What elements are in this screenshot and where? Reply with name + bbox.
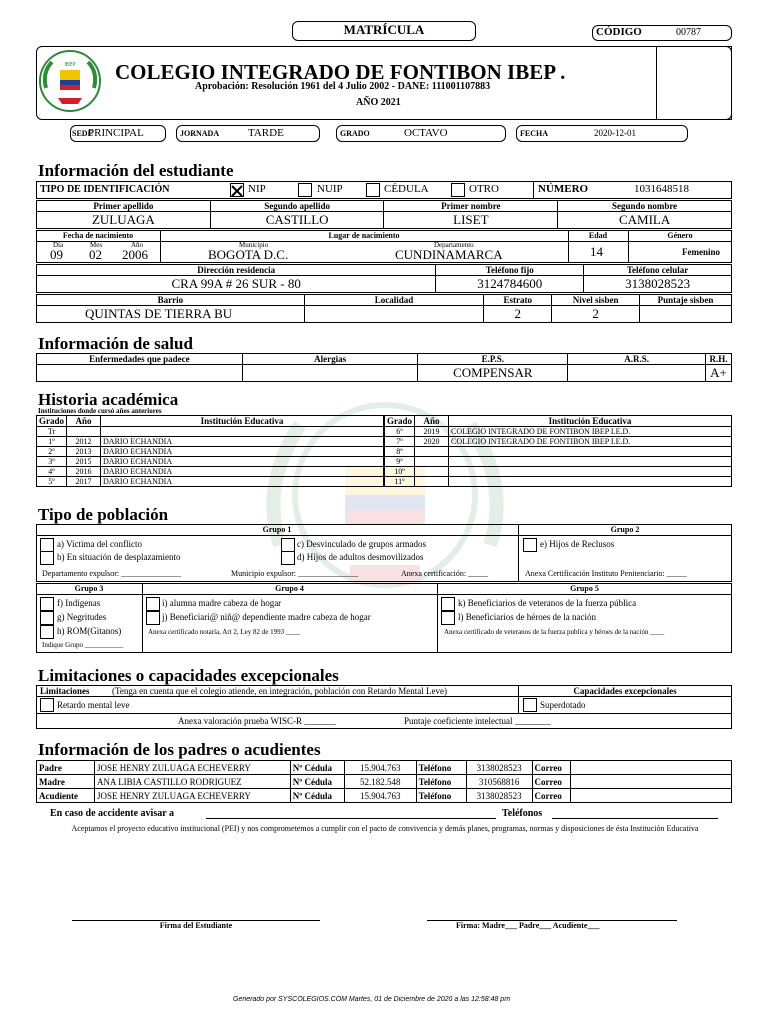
veteranos-checkbox[interactable] (441, 597, 455, 611)
desmovilizados-checkbox[interactable] (281, 551, 295, 565)
telefonos-label: Teléfonos (502, 808, 543, 819)
academic-grade-cell[interactable]: 2º (37, 447, 67, 457)
rom-checkbox[interactable] (40, 625, 54, 639)
academic-institution-cell[interactable] (101, 427, 384, 437)
rh-value[interactable]: A+ (705, 365, 731, 382)
academic-year-cell[interactable] (415, 467, 449, 477)
address-label: Dirección residencia (37, 265, 436, 276)
year-col-header: Año (415, 416, 449, 427)
academic-institution-cell[interactable]: DARIO ECHANDIA (101, 437, 384, 447)
id-type-label: TIPO DE IDENTIFICACIÓN (40, 184, 170, 195)
academic-institution-cell[interactable]: COLEGIO INTEGRADO DE FONTIBON IBEP I.E.D. (449, 437, 732, 447)
limitations-note: (Tenga en cuenta que el colegio atiende, en integración, población con Retardo Mental Leve) (112, 686, 447, 696)
telefono-label: Teléfono (416, 789, 466, 803)
phone-value[interactable]: 3124784600 (436, 276, 584, 293)
mun-expulsor[interactable]: Municipio expulsor: _______________ (231, 569, 359, 578)
parent-email[interactable] (570, 761, 732, 775)
anexa-cert[interactable]: Anexa certificación: _____ (401, 569, 489, 578)
academic-institution-cell[interactable] (449, 457, 732, 467)
grupo2-label: Grupo 2 (610, 525, 640, 534)
telefono-label: Teléfono (416, 761, 466, 775)
number-value[interactable]: 1031648518 (634, 183, 689, 195)
parent-phone[interactable]: 3138028523 (466, 761, 532, 775)
academic-section-title: Historia académica (38, 390, 179, 409)
student-section-title: Información del estudiante (38, 161, 234, 180)
first-surname-label: Primer apellido (37, 201, 211, 212)
jornada-value[interactable]: TARDE (248, 127, 284, 139)
dep-expulsor[interactable]: Departamento expulsor: _______________ (42, 569, 182, 578)
heroes-checkbox[interactable] (441, 611, 455, 625)
address-table (36, 264, 732, 293)
limitations-label: Limitaciones (40, 686, 90, 696)
second-surname-label: Segundo apellido (210, 201, 384, 212)
diseases-label: Enfermedades que padece (37, 354, 243, 365)
cedula-label: Nº Cédula (290, 789, 344, 803)
birth-date-label: Fecha de nacimiento (62, 231, 134, 240)
indigenas-label: f) Indígenas (57, 598, 101, 608)
eps-label: E.P.S. (418, 354, 568, 365)
birth-day[interactable]: 09 (50, 247, 63, 262)
doc-title: MATRÍCULA (343, 22, 425, 37)
estrato-value[interactable]: 2 (484, 306, 552, 323)
fecha-label: FECHA (520, 129, 548, 138)
fecha-value[interactable]: 2020-12-01 (594, 128, 636, 138)
academic-year-cell[interactable] (67, 427, 101, 437)
birth-year[interactable]: 2006 (122, 247, 148, 262)
genero-value[interactable]: Femenino (682, 247, 720, 257)
academic-grade-cell[interactable]: 11º (385, 477, 415, 487)
grade-col-header: Grado (385, 416, 415, 427)
nuip-checkbox[interactable] (298, 183, 312, 197)
academic-grade-cell[interactable]: 9º (385, 457, 415, 467)
cedula-label: Nº Cédula (290, 761, 344, 775)
academic-grade-cell[interactable]: 6º (385, 427, 415, 437)
academic-year-cell[interactable]: 2012 (67, 437, 101, 447)
academic-row (37, 437, 384, 447)
anexa-notaria[interactable]: Anexa certificado notaría, Art 2, Ley 82 de 1993 ____ (148, 628, 300, 636)
otro-label: OTRO (469, 183, 499, 195)
ci-field[interactable]: Puntaje coeficiente intelectual ________ (404, 716, 551, 726)
first-surname[interactable]: ZULUAGA (37, 212, 211, 229)
health-table (36, 353, 732, 382)
academic-grade-cell[interactable]: 7º (385, 437, 415, 447)
parent-email[interactable] (570, 789, 732, 803)
heroes-label: l) Beneficiarios de héroes de la nación (458, 612, 596, 622)
grupo3-label: Grupo 3 (74, 584, 104, 593)
puntaje-value[interactable] (640, 306, 732, 323)
jornada-label: JORNADA (180, 129, 220, 138)
beneficiario-checkbox[interactable] (146, 611, 160, 625)
academic-year-cell[interactable]: 2013 (67, 447, 101, 457)
barrio-table (36, 294, 732, 323)
school-logo (38, 48, 102, 114)
victima-checkbox[interactable] (40, 538, 54, 552)
student-signature-label: Firma del Estudiante (159, 921, 233, 930)
month-label: Mes (90, 241, 103, 249)
municipio-value[interactable]: BOGOTA D.C. (208, 247, 289, 262)
population-section-title: Tipo de población (38, 505, 169, 524)
sisben-label: Nivel sisben (552, 295, 640, 306)
nip-label: NIP (248, 183, 266, 195)
limitations-section-title: Limitaciones o capacidades excepcionales (38, 666, 339, 685)
academic-left-table (36, 415, 384, 487)
ars-label: A.R.S. (568, 354, 706, 365)
cell-value[interactable]: 3138028523 (584, 276, 732, 293)
parents-table (36, 760, 732, 803)
divider (36, 696, 732, 697)
parent-role: Padre (37, 761, 95, 775)
academic-grade-cell[interactable]: 1º (37, 437, 67, 447)
parent-row (37, 775, 732, 789)
municipio-label: Municipio (239, 241, 269, 249)
cell-label: Teléfono celular (584, 265, 732, 276)
parent-row (37, 761, 732, 775)
parent-phone[interactable]: 310568816 (466, 775, 532, 789)
academic-row (385, 477, 732, 487)
retardo-label: Retardo mental leve (57, 700, 130, 710)
edad-value[interactable]: 14 (590, 244, 603, 259)
second-name[interactable]: CAMILA (558, 212, 732, 229)
grado-value[interactable]: OCTAVO (404, 127, 448, 139)
academic-row (37, 457, 384, 467)
superdotado-label: Superdotado (540, 700, 586, 710)
desplazamiento-checkbox[interactable] (40, 551, 54, 565)
grade-col-header: Grado (37, 416, 67, 427)
desvinculado-checkbox[interactable] (281, 538, 295, 552)
code-value: 00787 (676, 27, 701, 38)
madre-cabeza-label: i) alumna madre cabeza de hogar (162, 598, 282, 608)
academic-right-table (384, 415, 732, 487)
correo-label: Correo (532, 775, 570, 789)
generated-footer: Generado por SYSCOLEGIOS.COM Martes, 01 de Diciembre de 2020 a las 12:58:48 pm (233, 996, 511, 1003)
first-name-label: Primer nombre (384, 201, 558, 212)
wisc-field[interactable]: Anexa valoración prueba WISC-R _______ (178, 716, 336, 726)
academic-row (37, 477, 384, 487)
parent-name[interactable]: ANA LIBIA CASTILLO RODRIGUEZ (94, 775, 290, 789)
academic-year-cell[interactable] (415, 447, 449, 457)
parent-row (37, 789, 732, 803)
academic-row (37, 447, 384, 457)
academic-year-cell[interactable] (415, 477, 449, 487)
localidad-label: Localidad (304, 295, 484, 306)
agreement-text: Aceptamos el proyecto educativo institucional (PEI) y nos comprometemos a cumplir con el pacto de convivencia y demás planes, programas, normas y disposiciones de ésta Institución Educativa (71, 824, 699, 833)
academic-year-cell[interactable]: 2020 (415, 437, 449, 447)
academic-institution-cell[interactable]: DARIO ECHANDIA (101, 467, 384, 477)
academic-year-cell[interactable]: 2019 (415, 427, 449, 437)
health-section-title: Información de salud (38, 334, 193, 353)
school-name: COLEGIO INTEGRADO DE FONTIBON IBEP . (115, 60, 566, 84)
negritudes-label: g) Negritudes (57, 612, 107, 622)
parent-cedula[interactable]: 52.182.548 (344, 775, 416, 789)
divider (36, 535, 732, 536)
victima-label: a) Victima del conflicto (57, 539, 143, 549)
parent-cedula[interactable]: 15.904.763 (344, 761, 416, 775)
academic-grade-cell[interactable]: 8º (385, 447, 415, 457)
retardo-checkbox[interactable] (40, 698, 54, 712)
rh-label: R.H. (705, 354, 731, 365)
superdotado-checkbox[interactable] (523, 698, 537, 712)
code-label: CÓDIGO (596, 26, 642, 38)
academic-grade-cell[interactable]: 4º (37, 467, 67, 477)
desplazamiento-label: b) En situación de desplazamiento (57, 552, 181, 562)
institution-col-header: Institución Educativa (101, 416, 384, 427)
grupo5-label: Grupo 5 (570, 584, 599, 593)
academic-grade-cell[interactable]: 10º (385, 467, 415, 477)
parent-name[interactable]: JOSE HENRY ZULUAGA ECHEVERRY (94, 789, 290, 803)
desmovilizados-label: d) Hijos de adultos desmovilizados (297, 552, 424, 562)
cedula-label: Nº Cédula (290, 775, 344, 789)
telefono-label: Teléfono (416, 775, 466, 789)
anexa-inpec[interactable]: Anexa Certificación Instituto Penitenciario: _____ (525, 569, 687, 578)
genero-label: Género (667, 231, 693, 240)
veteranos-label: k) Beneficiarios de veteranos de la fuerza pública (458, 598, 637, 608)
academic-subtitle: Instituciones donde cursó años anteriores (38, 407, 162, 415)
check-mark-icon (231, 185, 243, 197)
indique-grupo[interactable]: Indique Grupo ___________ (42, 641, 124, 649)
academic-year-cell[interactable] (415, 457, 449, 467)
academic-grade-cell[interactable]: 3º (37, 457, 67, 467)
sede-value[interactable]: PRINCIPAL (88, 127, 144, 139)
puntaje-label: Puntaje sisben (640, 295, 732, 306)
negritudes-checkbox[interactable] (40, 611, 54, 625)
academic-grade-cell[interactable]: 5º (37, 477, 67, 487)
academic-row (37, 467, 384, 477)
phone-label: Teléfono fijo (436, 265, 584, 276)
academic-row (385, 437, 732, 447)
departamento-value[interactable]: CUNDINAMARCA (395, 247, 503, 262)
parent-signature-label: Firma: Madre___ Padre___ Acudiente___ (456, 921, 600, 930)
academic-institution-cell[interactable]: DARIO ECHANDIA (101, 447, 384, 457)
estrato-label: Estrato (484, 295, 552, 306)
academic-row (385, 427, 732, 437)
nip-checkbox[interactable] (230, 183, 244, 197)
sisben-value[interactable]: 2 (552, 306, 640, 323)
reclusos-label: e) Hijos de Reclusos (540, 539, 615, 549)
year-label: Año (131, 241, 144, 249)
correo-label: Correo (532, 789, 570, 803)
cedula-label: CÉDULA (384, 183, 429, 195)
year-text: AÑO 2021 (356, 97, 401, 108)
svg-text:IBEP: IBEP (64, 62, 76, 68)
otro-checkbox[interactable] (451, 183, 465, 197)
birth-month[interactable]: 02 (89, 247, 102, 262)
academic-institution-cell[interactable] (449, 477, 732, 487)
academic-year-cell[interactable]: 2017 (67, 477, 101, 487)
address-value[interactable]: CRA 99A # 26 SUR - 80 (37, 276, 436, 293)
photo-box (656, 46, 732, 120)
eps-value[interactable]: COMPENSAR (418, 365, 568, 382)
birth-place-label: Lugar de nacimiento (328, 231, 400, 240)
telefonos-line[interactable] (552, 818, 718, 819)
parent-cedula[interactable]: 15.904.763 (344, 789, 416, 803)
sede-label: SEDE (72, 129, 93, 138)
barrio-label: Barrio (37, 295, 305, 306)
nuip-label: NUIP (317, 183, 343, 195)
academic-grade-cell[interactable]: Tr (37, 427, 67, 437)
names-table (36, 200, 732, 229)
day-label: Día (53, 241, 64, 249)
academic-institution-cell[interactable]: COLEGIO INTEGRADO DE FONTIBON IBEP I.E.D. (449, 427, 732, 437)
desvinculado-label: c) Desvinculado de grupos armados (297, 539, 426, 549)
emergency-label: En caso de accidente avisar a (50, 808, 174, 819)
approval-text: Aprobación: Resolución 1961 del 4 Julio 2002 - DANE: 111001107883 (195, 81, 491, 92)
localidad-value[interactable] (304, 306, 484, 323)
institution-col-header: Institución Educativa (449, 416, 732, 427)
second-surname[interactable]: CASTILLO (210, 212, 384, 229)
parent-phone[interactable]: 3138028523 (466, 789, 532, 803)
academic-institution-cell[interactable] (449, 447, 732, 457)
parent-name[interactable]: JOSE HENRY ZULUAGA ECHEVERRY (94, 761, 290, 775)
academic-row (385, 447, 732, 457)
academic-row (385, 467, 732, 477)
second-name-label: Segundo nombre (558, 201, 732, 212)
parents-section-title: Información de los padres o acudientes (38, 740, 321, 759)
grupo4-label: Grupo 4 (275, 584, 304, 593)
anexa-veteranos[interactable]: Anexa certificado de veteranos de la fuerza publica y héroes de la nación ____ (444, 628, 665, 636)
correo-label: Correo (532, 761, 570, 775)
cedula-checkbox[interactable] (366, 183, 380, 197)
grupo1-label: Grupo 1 (262, 525, 292, 534)
parent-role: Acudiente (37, 789, 95, 803)
edad-label: Edad (588, 231, 608, 240)
academic-row (37, 427, 384, 437)
diseases-value[interactable] (37, 365, 243, 382)
academic-institution-cell[interactable]: DARIO ECHANDIA (101, 457, 384, 467)
academic-institution-cell[interactable]: DARIO ECHANDIA (101, 477, 384, 487)
emergency-line[interactable] (206, 818, 496, 819)
first-name[interactable]: LISET (384, 212, 558, 229)
ars-value[interactable] (568, 365, 706, 382)
grado-label: GRADO (340, 129, 370, 138)
divider (36, 713, 732, 714)
rom-label: h) ROM(Gitanos) (57, 626, 122, 636)
academic-year-cell[interactable]: 2015 (67, 457, 101, 467)
academic-institution-cell[interactable] (449, 467, 732, 477)
number-label: NÚMERO (538, 183, 589, 195)
barrio-value[interactable]: QUINTAS DE TIERRA BU (37, 306, 305, 323)
academic-year-cell[interactable]: 2016 (67, 467, 101, 477)
academic-row (385, 457, 732, 467)
reclusos-checkbox[interactable] (523, 538, 537, 552)
year-col-header: Año (67, 416, 101, 427)
allergies-label: Alergias (242, 354, 418, 365)
indigenas-checkbox[interactable] (40, 597, 54, 611)
beneficiario-label: j) Beneficiari@ niñ@ dependiente madre cabeza de hogar (162, 612, 371, 622)
capacities-label: Capacidades excepcionales (573, 686, 677, 696)
divider (533, 181, 534, 199)
allergies-value[interactable] (242, 365, 418, 382)
divider (36, 594, 732, 595)
parent-email[interactable] (570, 775, 732, 789)
madre-cabeza-checkbox[interactable] (146, 597, 160, 611)
parent-role: Madre (37, 775, 95, 789)
departamento-label: Departamento (434, 241, 474, 249)
